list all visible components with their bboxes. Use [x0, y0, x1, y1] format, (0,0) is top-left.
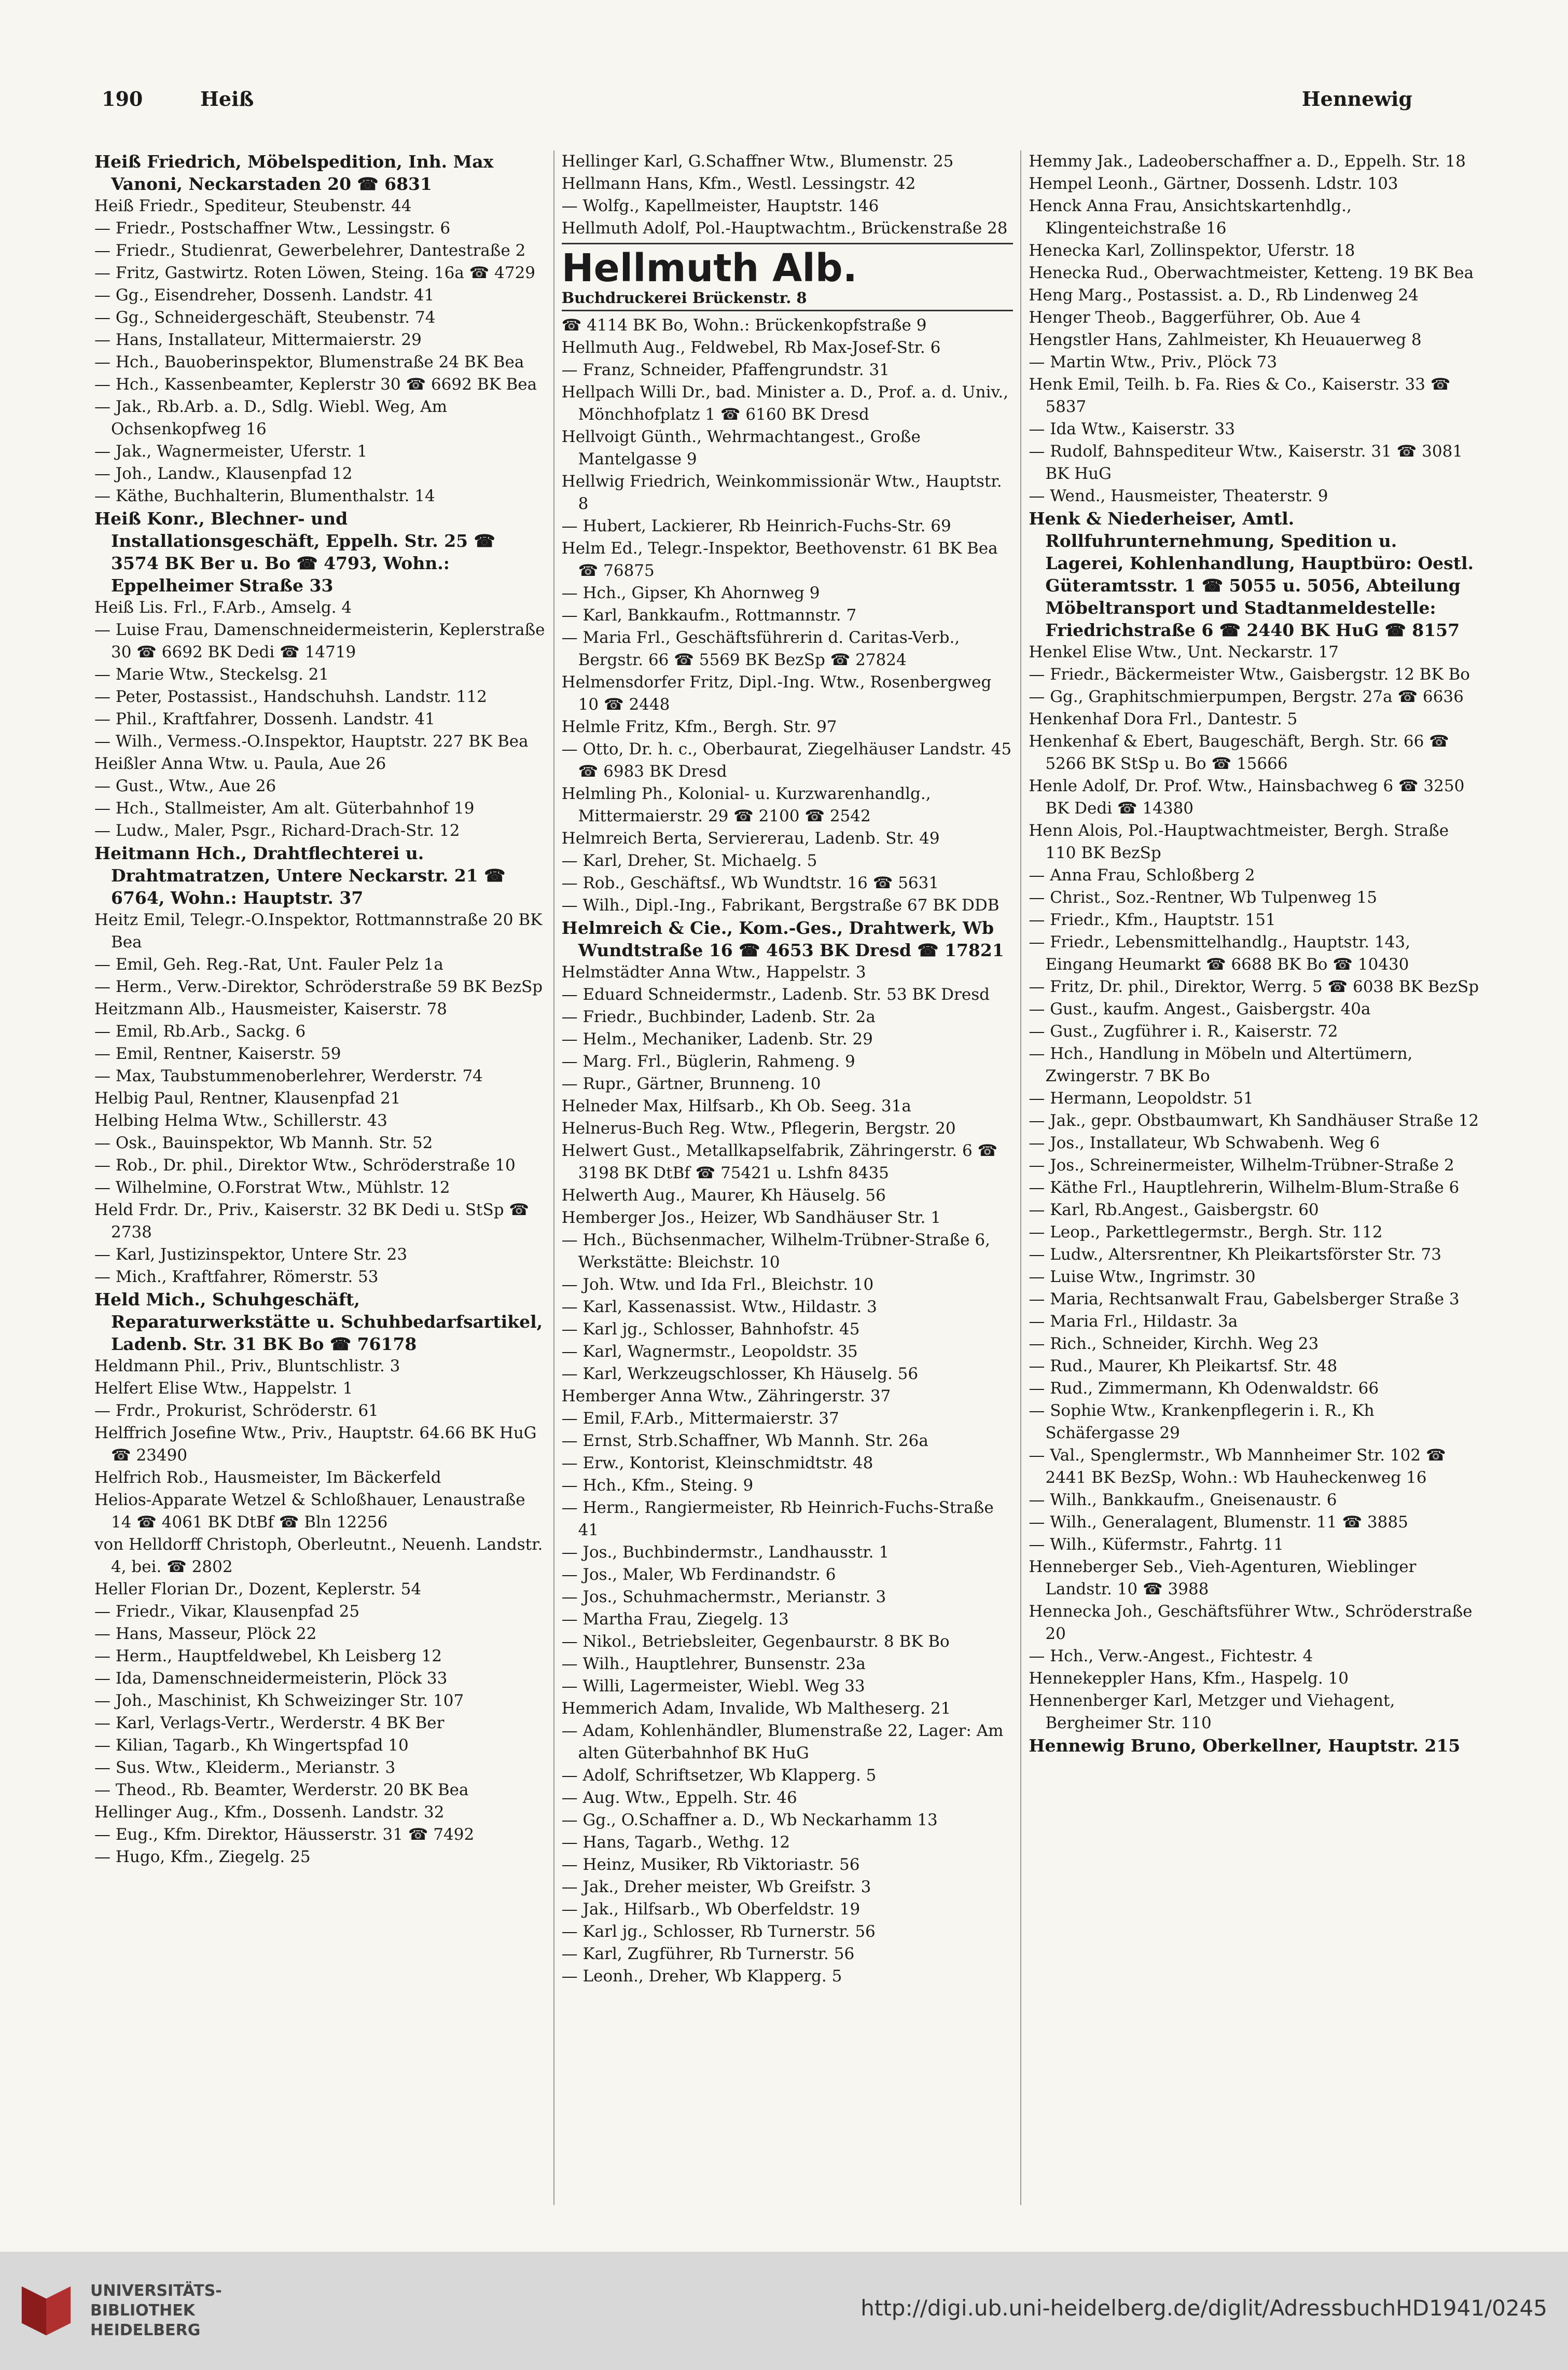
directory-entry: — Adolf, Schriftsetzer, Wb Klapperg. 5 — [561, 1766, 877, 1785]
directory-entry: — Jak., gepr. Obstbaumwart, Kh Sandhäuser Straße 12 — [1029, 1111, 1479, 1130]
directory-entry: Helwerth Aug., Maurer, Kh Häuselg. 56 — [561, 1186, 886, 1205]
directory-entry: — Leonh., Dreher, Wb Klapperg. 5 — [561, 1967, 842, 1986]
directory-entry: Hellinger Karl, G.Schaffner Wtw., Blumenstr. 25 — [561, 152, 954, 171]
directory-entry: Heldmann Phil., Priv., Bluntschlistr. 3 — [94, 1357, 400, 1375]
directory-entry: — Hch., Kassenbeamter, Keplerstr 30 ☎ 6692 BK Bea — [94, 375, 537, 394]
directory-entry: Hellinger Aug., Kfm., Dossenh. Landstr. 32 — [94, 1803, 445, 1822]
directory-entry: — Jak., Dreher meister, Wb Greifstr. 3 — [561, 1878, 871, 1896]
directory-entry: — Jak., Wagnermeister, Uferstr. 1 — [94, 442, 368, 461]
directory-entry: — Fritz, Dr. phil., Direktor, Werrg. 5 ☎ 6038 BK BezSp — [1029, 977, 1479, 996]
directory-entry: — Rudolf, Bahnspediteur Wtw., Kaiserstr. 31 ☎ 3081 BK HuG — [1029, 442, 1463, 483]
directory-entry: — Eug., Kfm. Direktor, Häusserstr. 31 ☎ 7492 — [94, 1825, 475, 1844]
directory-entry: — Kilian, Tagarb., Kh Wingertspfad 10 — [94, 1736, 409, 1755]
directory-entry: — Ida, Damenschneidermeisterin, Plöck 33 — [94, 1669, 448, 1688]
directory-entry: Helios-Apparate Wetzel & Schloßhauer, Lenaustraße 14 ☎ 4061 BK DtBf ☎ Bln 12256 — [94, 1491, 525, 1532]
directory-entry: Helmle Fritz, Kfm., Bergh. Str. 97 — [561, 718, 837, 736]
directory-entry: Helnerus-Buch Reg. Wtw., Pflegerin, Bergstr. 20 — [561, 1119, 956, 1138]
directory-entry: Hellwig Friedrich, Weinkommissionär Wtw., Hauptstr. 8 — [561, 472, 1002, 513]
directory-entry: — Friedr., Postschaffner Wtw., Lessingstr. 6 — [94, 219, 451, 238]
directory-entry: — Erw., Kontorist, Kleinschmidtstr. 48 — [561, 1454, 873, 1472]
directory-entry: — Hch., Büchsenmacher, Wilhelm-Trübner-Straße 6, Werkstätte: Bleichstr. 10 — [561, 1231, 990, 1272]
advertisement-entry — [562, 243, 1014, 311]
directory-entry: — Hch., Gipser, Kh Ahornweg 9 — [561, 584, 820, 602]
directory-entry: — Jak., Rb.Arb. a. D., Sdlg. Wiebl. Weg, Am Ochsenkopfweg 16 — [94, 397, 448, 438]
directory-entry: Hellpach Willi Dr., bad. Minister a. D., Prof. a. d. Univ., Mönchhofplatz 1 ☎ 6160 BK Dresd — [561, 383, 1009, 424]
directory-entry: Helmreich & Cie., Kom.-Ges., Drahtwerk, Wb Wundtstraße 16 ☎ 4653 BK Dresd ☎ 17821 — [561, 918, 1004, 960]
directory-entry: Hellmuth Adolf, Pol.-Hauptwachtm., Brückenstraße 28 — [561, 219, 1008, 238]
directory-entry: Hemberger Jos., Heizer, Wb Sandhäuser Str. 1 — [561, 1208, 941, 1227]
directory-entry: Helfrich Rob., Hausmeister, Im Bäckerfeld — [94, 1468, 441, 1487]
directory-entry: — Luise Frau, Damenschneidermeisterin, Keplerstraße 30 ☎ 6692 BK Dedi ☎ 14719 — [94, 621, 545, 662]
directory-entry: Henle Adolf, Dr. Prof. Wtw., Hainsbachweg 6 ☎ 3250 BK Dedi ☎ 14380 — [1029, 777, 1465, 818]
directory-entry: — Wend., Hausmeister, Theaterstr. 9 — [1029, 487, 1328, 505]
directory-entry: Henger Theob., Baggerführer, Ob. Aue 4 — [1029, 308, 1361, 327]
directory-entry: — Peter, Postassist., Handschuhsh. Landstr. 112 — [94, 687, 487, 706]
directory-entry: Helmling Ph., Kolonial- u. Kurzwarenhandlg., Mittermaierstr. 29 ☎ 2100 ☎ 2542 — [561, 784, 931, 825]
directory-entry: Heiß Friedr., Spediteur, Steubenstr. 44 — [94, 197, 412, 215]
directory-entry: — Friedr., Vikar, Klausenpfad 25 — [94, 1602, 360, 1621]
directory-entry: — Hch., Kfm., Steing. 9 — [561, 1476, 754, 1495]
library-logo-icon — [16, 2280, 77, 2341]
directory-entry: Helbig Paul, Rentner, Klausenpfad 21 — [94, 1089, 401, 1108]
directory-entry: Henk Emil, Teilh. b. Fa. Ries & Co., Kaiserstr. 33 ☎ 5837 — [1029, 375, 1451, 416]
directory-entry: Hellvoigt Günth., Wehrmachtangest., Große Mantelgasse 9 — [561, 428, 921, 469]
directory-entry: — Friedr., Kfm., Hauptstr. 151 — [1029, 911, 1276, 929]
directory-entry: — Hans, Tagarb., Wethg. 12 — [561, 1833, 790, 1852]
directory-columns — [87, 150, 1488, 2205]
directory-entry: Hemberger Anna Wtw., Zähringerstr. 37 — [561, 1387, 891, 1406]
directory-entry: — Karl, Zugführer, Rb Turnerstr. 56 — [561, 1945, 855, 1963]
directory-entry: Henkenhaf Dora Frl., Dantestr. 5 — [1029, 710, 1298, 728]
directory-entry: — Herm., Rangiermeister, Rb Heinrich-Fuchs-Straße 41 — [561, 1498, 994, 1539]
directory-entry: — Karl, Justizinspektor, Untere Str. 23 — [94, 1245, 408, 1264]
directory-entry: Henck Anna Frau, Ansichtskartenhdlg., Klingenteichstraße 16 — [1029, 197, 1352, 238]
directory-entry: — Käthe Frl., Hauptlehrerin, Wilhelm-Blum-Straße 6 — [1029, 1178, 1460, 1197]
directory-entry: — Sophie Wtw., Krankenpflegerin i. R., Kh Schäfergasse 29 — [1029, 1401, 1375, 1442]
directory-entry: — Hans, Masseur, Plöck 22 — [94, 1624, 317, 1643]
footer-bar — [0, 2252, 1568, 2370]
directory-entry: Hennekeppler Hans, Kfm., Haspelg. 10 — [1029, 1669, 1349, 1688]
directory-entry: Helfert Elise Wtw., Happelstr. 1 — [94, 1379, 353, 1398]
directory-entry: Helneder Max, Hilfsarb., Kh Ob. Seeg. 31a — [561, 1097, 911, 1115]
directory-entry: — Adam, Kohlenhändler, Blumenstraße 22, Lager: Am alten Güterbahnhof BK HuG — [561, 1721, 1004, 1762]
directory-entry: — Gg., Eisendreher, Dossenh. Landstr. 41 — [94, 286, 435, 305]
directory-entry: — Anna Frau, Schloßberg 2 — [1029, 866, 1255, 885]
directory-entry: — Jos., Buchbindermstr., Landhausstr. 1 — [561, 1543, 890, 1562]
directory-entry: — Heinz, Musiker, Rb Viktoriastr. 56 — [561, 1855, 860, 1874]
left-catchword: Heiß — [200, 87, 254, 111]
directory-entry: — Hermann, Leopoldstr. 51 — [1029, 1089, 1254, 1108]
directory-entry: — Joh. Wtw. und Ida Frl., Bleichstr. 10 — [561, 1275, 874, 1294]
directory-entry: — Gg., Graphitschmierpumpen, Bergstr. 27a ☎ 6636 — [1029, 687, 1464, 706]
directory-entry: — Gg., Schneidergeschäft, Steubenstr. 74 — [94, 308, 436, 327]
directory-entry: — Karl, Wagnermstr., Leopoldstr. 35 — [561, 1342, 858, 1361]
directory-entry: Heiß Lis. Frl., F.Arb., Amselg. 4 — [94, 598, 352, 617]
directory-entry: Henkel Elise Wtw., Unt. Neckarstr. 17 — [1029, 643, 1339, 662]
directory-entry: — Wilh., Generalagent, Blumenstr. 11 ☎ 3885 — [1029, 1513, 1408, 1532]
directory-entry: Hengstler Hans, Zahlmeister, Kh Heuauerweg 8 — [1029, 330, 1422, 349]
directory-entry: — Otto, Dr. h. c., Oberbaurat, Ziegelhäuser Landstr. 45 ☎ 6983 BK Dresd — [561, 740, 1012, 781]
directory-entry: — Rob., Geschäftsf., Wb Wundtstr. 16 ☎ 5631 — [561, 874, 939, 892]
directory-entry: — Mich., Kraftfahrer, Römerstr. 53 — [94, 1267, 379, 1286]
directory-entry: Henecka Karl, Zollinspektor, Uferstr. 18 — [1029, 241, 1355, 260]
directory-entry: — Phil., Kraftfahrer, Dossenh. Landstr. 41 — [94, 710, 435, 728]
directory-entry: — Wolfg., Kapellmeister, Hauptstr. 146 — [561, 197, 879, 215]
directory-entry: — Fritz, Gastwirtz. Roten Löwen, Steing. 16a ☎ 4729 — [94, 264, 536, 282]
directory-entry: Helffrich Josefine Wtw., Priv., Hauptstr. 64.66 BK HuG ☎ 23490 — [94, 1424, 537, 1465]
directory-entry: Held Frdr. Dr., Priv., Kaiserstr. 32 BK Dedi u. StSp ☎ 2738 — [94, 1201, 530, 1242]
directory-entry: — Martin Wtw., Priv., Plöck 73 — [1029, 353, 1278, 371]
directory-entry: — Emil, Geh. Reg.-Rat, Unt. Fauler Pelz 1a — [94, 955, 443, 974]
directory-entry: — Nikol., Betriebsleiter, Gegenbaurstr. 8 BK Bo — [561, 1632, 950, 1651]
directory-entry: — Rich., Schneider, Kirchh. Weg 23 — [1029, 1334, 1319, 1353]
directory-entry: — Leop., Parkettlegermstr., Bergh. Str. 112 — [1029, 1223, 1383, 1242]
directory-entry: — Karl, Kassenassist. Wtw., Hildastr. 3 — [561, 1298, 877, 1316]
directory-entry: — Hugo, Kfm., Ziegelg. 25 — [94, 1848, 311, 1866]
directory-entry: ☎ 4114 BK Bo, Wohn.: Brückenkopfstraße 9 — [561, 316, 927, 335]
directory-entry: — Wilhelmine, O.Forstrat Wtw., Mühlstr. 12 — [94, 1178, 450, 1197]
directory-entry: — Christ., Soz.-Rentner, Wb Tulpenweg 15 — [1029, 888, 1377, 907]
directory-entry: — Friedr., Lebensmittelhandlg., Hauptstr. 143, Eingang Heumarkt ☎ 6688 BK Bo ☎ 10430 — [1029, 933, 1410, 974]
directory-entry: Hempel Leonh., Gärtner, Dossenh. Ldstr. 103 — [1029, 174, 1398, 193]
directory-entry: — Karl jg., Schlosser, Bahnhofstr. 45 — [561, 1320, 860, 1339]
directory-entry: — Jos., Schuhmachermstr., Merianstr. 3 — [561, 1588, 886, 1606]
directory-entry: — Jos., Schreinermeister, Wilhelm-Trübner-Straße 2 — [1029, 1156, 1454, 1175]
directory-entry: — Marg. Frl., Büglerin, Rahmeng. 9 — [561, 1052, 855, 1071]
directory-entry: Helmstädter Anna Wtw., Happelstr. 3 — [561, 963, 866, 982]
directory-entry: von Helldorff Christoph, Oberleutnt., Neuenh. Landstr. 4, bei. ☎ 2802 — [94, 1535, 543, 1576]
directory-entry: Henecka Rud., Oberwachtmeister, Ketteng. 19 BK Bea — [1029, 264, 1474, 282]
directory-entry: — Willi, Lagermeister, Wiebl. Weg 33 — [561, 1677, 865, 1696]
library-name-line-1: UNIVERSITÄTS- — [90, 2282, 222, 2300]
directory-entry: Hemmy Jak., Ladeoberschaffner a. D., Eppelh. Str. 18 — [1029, 152, 1466, 171]
directory-entry: — Friedr., Studienrat, Gewerbelehrer, Dantestraße 2 — [94, 241, 526, 260]
directory-entry: — Rud., Maurer, Kh Pleikartsf. Str. 48 — [1029, 1357, 1338, 1375]
directory-entry: — Hans, Installateur, Mittermaierstr. 29 — [94, 330, 422, 349]
directory-entry: — Friedr., Buchbinder, Ladenb. Str. 2a — [561, 1008, 876, 1026]
directory-entry: — Gust., Zugführer i. R., Kaiserstr. 72 — [1029, 1022, 1338, 1041]
directory-entry: — Helm., Mechaniker, Ladenb. Str. 29 — [561, 1030, 873, 1049]
directory-entry: Hemmerich Adam, Invalide, Wb Maltheserg. 21 — [561, 1699, 951, 1718]
directory-entry: — Hch., Verw.-Angest., Fichtestr. 4 — [1029, 1647, 1313, 1665]
directory-entry: — Wilh., Küfermstr., Fahrtg. 11 — [1029, 1535, 1284, 1554]
directory-entry: Hennewig Bruno, Oberkellner, Hauptstr. 215 — [1029, 1735, 1461, 1756]
column-2 — [553, 150, 1021, 2205]
directory-entry: — Ernst, Strb.Schaffner, Wb Mannh. Str. 26a — [561, 1431, 928, 1450]
library-name-line-3: HEIDELBERG — [90, 2321, 201, 2339]
source-url-link[interactable]: http://digi.ub.uni-heidelberg.de/diglit/AdressbuchHD1941/0245 — [861, 2295, 1547, 2321]
directory-entry: — Max, Taubstummenoberlehrer, Werderstr. 74 — [94, 1067, 483, 1085]
directory-entry: — Karl jg., Schlosser, Rb Turnerstr. 56 — [561, 1922, 876, 1941]
directory-entry: — Jos., Maler, Wb Ferdinandstr. 6 — [561, 1565, 836, 1584]
directory-entry: Heitmann Hch., Drahtflechterei u. Drahtmatratzen, Untere Neckarstr. 21 ☎ 6764, Wohn.: Hauptstr. 37 — [94, 843, 506, 908]
directory-entry: — Karl, Verlags-Vertr., Werderstr. 4 BK Ber — [94, 1714, 445, 1732]
directory-entry: — Ida Wtw., Kaiserstr. 33 — [1029, 420, 1235, 438]
directory-entry: — Karl, Rb.Angest., Gaisbergstr. 60 — [1029, 1201, 1319, 1219]
directory-entry: — Martha Frau, Ziegelg. 13 — [561, 1610, 789, 1629]
directory-entry: — Emil, F.Arb., Mittermaierstr. 37 — [561, 1409, 839, 1428]
directory-entry: — Ludw., Maler, Psgr., Richard-Drach-Str. 12 — [94, 821, 460, 840]
directory-entry: — Jak., Hilfsarb., Wb Oberfeldstr. 19 — [561, 1900, 861, 1919]
directory-entry: Henneberger Seb., Vieh-Agenturen, Wieblinger Landstr. 10 ☎ 3988 — [1029, 1558, 1417, 1599]
directory-entry: — Friedr., Bäckermeister Wtw., Gaisbergstr. 12 BK Bo — [1029, 665, 1470, 684]
directory-entry: Heller Florian Dr., Dozent, Keplerstr. 54 — [94, 1580, 422, 1599]
directory-entry: Heng Marg., Postassist. a. D., Rb Lindenweg 24 — [1029, 286, 1419, 305]
directory-entry: — Eduard Schneidermstr., Ladenb. Str. 53 BK Dresd — [561, 985, 990, 1004]
directory-entry: — Gust., Wtw., Aue 26 — [94, 777, 276, 795]
directory-entry: Hellmann Hans, Kfm., Westl. Lessingstr. 42 — [561, 174, 916, 193]
directory-entry: — Käthe, Buchhalterin, Blumenthalstr. 14 — [94, 487, 435, 505]
directory-entry: — Gust., kaufm. Angest., Gaisbergstr. 40a — [1029, 1000, 1371, 1018]
library-name — [90, 2281, 222, 2340]
directory-entry: Heiß Konr., Blechner- und Installationsgeschäft, Eppelh. Str. 25 ☎ 3574 BK Ber u. Bo ☎ 4793, Wohn.: Eppelheimer Straße 33 — [94, 508, 495, 596]
directory-entry: — Wilh., Vermess.-O.Inspektor, Hauptstr. 227 BK Bea — [94, 732, 529, 751]
directory-entry: — Karl, Werkzeugschlosser, Kh Häuselg. 56 — [561, 1365, 919, 1383]
directory-entry: — Rupr., Gärtner, Brunneng. 10 — [561, 1074, 821, 1093]
directory-entry: — Wilh., Bankkaufm., Gneisenaustr. 6 — [1029, 1491, 1337, 1509]
directory-entry: Helmreich Berta, Serviererau, Ladenb. Str. 49 — [561, 829, 940, 848]
directory-entry: — Maria Frl., Geschäftsführerin d. Caritas-Verb., Bergstr. 66 ☎ 5569 BK BezSp ☎ 27824 — [561, 628, 960, 669]
directory-entry: — Joh., Landw., Klausenpfad 12 — [94, 464, 353, 483]
directory-entry: — Sus. Wtw., Kleiderm., Merianstr. 3 — [94, 1758, 396, 1777]
column-3 — [1020, 150, 1488, 2205]
directory-entry: Henk & Niederheiser, Amtl. Rollfuhrunternehmung, Spedition u. Lagerei, Kohlenhandlung, Hauptbüro: Oestl. Güteramtsstr. 1 ☎ 5055 u. 5056, Abteilung Möbeltransport und Stadtanmeldestelle: Friedrichstraße 6 ☎ 2440 BK HuG ☎ 8157 — [1029, 508, 1474, 640]
directory-entry: — Herm., Hauptfeldwebel, Kh Leisberg 12 — [94, 1647, 442, 1665]
directory-entry: — Emil, Rentner, Kaiserstr. 59 — [94, 1044, 341, 1063]
directory-entry: Heitz Emil, Telegr.-O.Inspektor, Rottmannstraße 20 BK Bea — [94, 911, 543, 952]
directory-entry: — Emil, Rb.Arb., Sackg. 6 — [94, 1022, 306, 1041]
directory-entry: — Luise Wtw., Ingrimstr. 30 — [1029, 1267, 1256, 1286]
directory-entry: Heiß Friedrich, Möbelspedition, Inh. Max Vanoni, Neckarstaden 20 ☎ 6831 — [94, 151, 494, 194]
advertisement-business: Buchdruckerei Brückenstr. 8 — [561, 289, 807, 307]
directory-entry: — Jos., Installateur, Wb Schwabenh. Weg 6 — [1029, 1134, 1380, 1152]
directory-entry: Helm Ed., Telegr.-Inspektor, Beethovenstr. 61 BK Bea ☎ 76875 — [561, 539, 998, 580]
directory-entry: Hellmuth Aug., Feldwebel, Rb Max-Josef-Str. 6 — [561, 338, 941, 357]
directory-entry: Heißler Anna Wtw. u. Paula, Aue 26 — [94, 754, 386, 773]
directory-entry: — Herm., Verw.-Direktor, Schröderstraße 59 BK BezSp — [94, 977, 543, 996]
directory-entry: — Wilh., Dipl.-Ing., Fabrikant, Bergstraße 67 BK DDB — [561, 896, 1000, 915]
directory-entry: — Wilh., Hauptlehrer, Bunsenstr. 23a — [561, 1655, 866, 1673]
directory-entry: — Val., Spenglermstr., Wb Mannheimer Str. 102 ☎ 2441 BK BezSp, Wohn.: Wb Hauheckenweg 16 — [1029, 1446, 1446, 1487]
directory-entry: — Joh., Maschinist, Kh Schweizinger Str. 107 — [94, 1691, 464, 1710]
directory-entry: — Hch., Stallmeister, Am alt. Güterbahnhof 19 — [94, 799, 475, 818]
directory-entry: Helwert Gust., Metallkapselfabrik, Zähringerstr. 6 ☎ 3198 BK DtBf ☎ 75421 u. Lshfn 8435 — [561, 1141, 998, 1182]
directory-entry: Henkenhaf & Ebert, Baugeschäft, Bergh. Str. 66 ☎ 5266 BK StSp u. Bo ☎ 15666 — [1029, 732, 1449, 773]
directory-entry: — Franz, Schneider, Pfaffengrundstr. 31 — [561, 361, 890, 379]
advertisement-name: Hellmuth Alb. — [561, 246, 857, 291]
directory-entry: — Rud., Zimmermann, Kh Odenwaldstr. 66 — [1029, 1379, 1379, 1398]
directory-entry: Henn Alois, Pol.-Hauptwachtmeister, Bergh. Straße 110 BK BezSp — [1029, 821, 1449, 862]
directory-entry: — Frdr., Prokurist, Schröderstr. 61 — [94, 1401, 379, 1420]
directory-entry: Helmensdorfer Fritz, Dipl.-Ing. Wtw., Rosenbergweg 10 ☎ 2448 — [561, 673, 992, 714]
directory-entry: — Aug. Wtw., Eppelh. Str. 46 — [561, 1788, 797, 1807]
directory-entry: — Gg., O.Schaffner a. D., Wb Neckarhamm 13 — [561, 1811, 938, 1829]
right-catchword: Hennewig — [1301, 87, 1412, 111]
library-name-line-2: BIBLIOTHEK — [90, 2302, 195, 2320]
directory-entry: — Hubert, Lackierer, Rb Heinrich-Fuchs-Str. 69 — [561, 517, 951, 535]
column-1 — [87, 150, 553, 2205]
directory-entry: — Osk., Bauinspektor, Wb Mannh. Str. 52 — [94, 1134, 433, 1152]
page-number: 190 — [102, 87, 143, 111]
directory-entry: — Karl, Dreher, St. Michaelg. 5 — [561, 851, 817, 870]
directory-entry: Hennenberger Karl, Metzger und Viehagent, Bergheimer Str. 110 — [1029, 1691, 1395, 1732]
directory-entry: — Rob., Dr. phil., Direktor Wtw., Schröderstraße 10 — [94, 1156, 516, 1175]
directory-entry: Heitzmann Alb., Hausmeister, Kaiserstr. 78 — [94, 1000, 447, 1018]
directory-entry: — Maria, Rechtsanwalt Frau, Gabelsberger Straße 3 — [1029, 1290, 1460, 1308]
directory-entry: — Karl, Bankkaufm., Rottmannstr. 7 — [561, 606, 857, 625]
directory-entry: — Ludw., Altersrentner, Kh Pleikartsförster Str. 73 — [1029, 1245, 1441, 1264]
directory-entry: Held Mich., Schuhgeschäft, Reparaturwerkstätte u. Schuhbedarfsartikel, Ladenb. Str. 31 BK Bo ☎ 76178 — [94, 1289, 543, 1354]
directory-entry: — Maria Frl., Hildastr. 3a — [1029, 1312, 1238, 1331]
directory-entry: — Theod., Rb. Beamter, Werderstr. 20 BK Bea — [94, 1781, 469, 1799]
directory-entry: — Marie Wtw., Steckelsg. 21 — [94, 665, 329, 684]
directory-entry: Helbing Helma Wtw., Schillerstr. 43 — [94, 1111, 387, 1130]
directory-entry: — Hch., Bauoberinspektor, Blumenstraße 24 BK Bea — [94, 353, 524, 371]
directory-entry: Hennecka Joh., Geschäftsführer Wtw., Schröderstraße 20 — [1029, 1602, 1473, 1643]
directory-entry: — Hch., Handlung in Möbeln und Altertümern, Zwingerstr. 7 BK Bo — [1029, 1044, 1413, 1085]
